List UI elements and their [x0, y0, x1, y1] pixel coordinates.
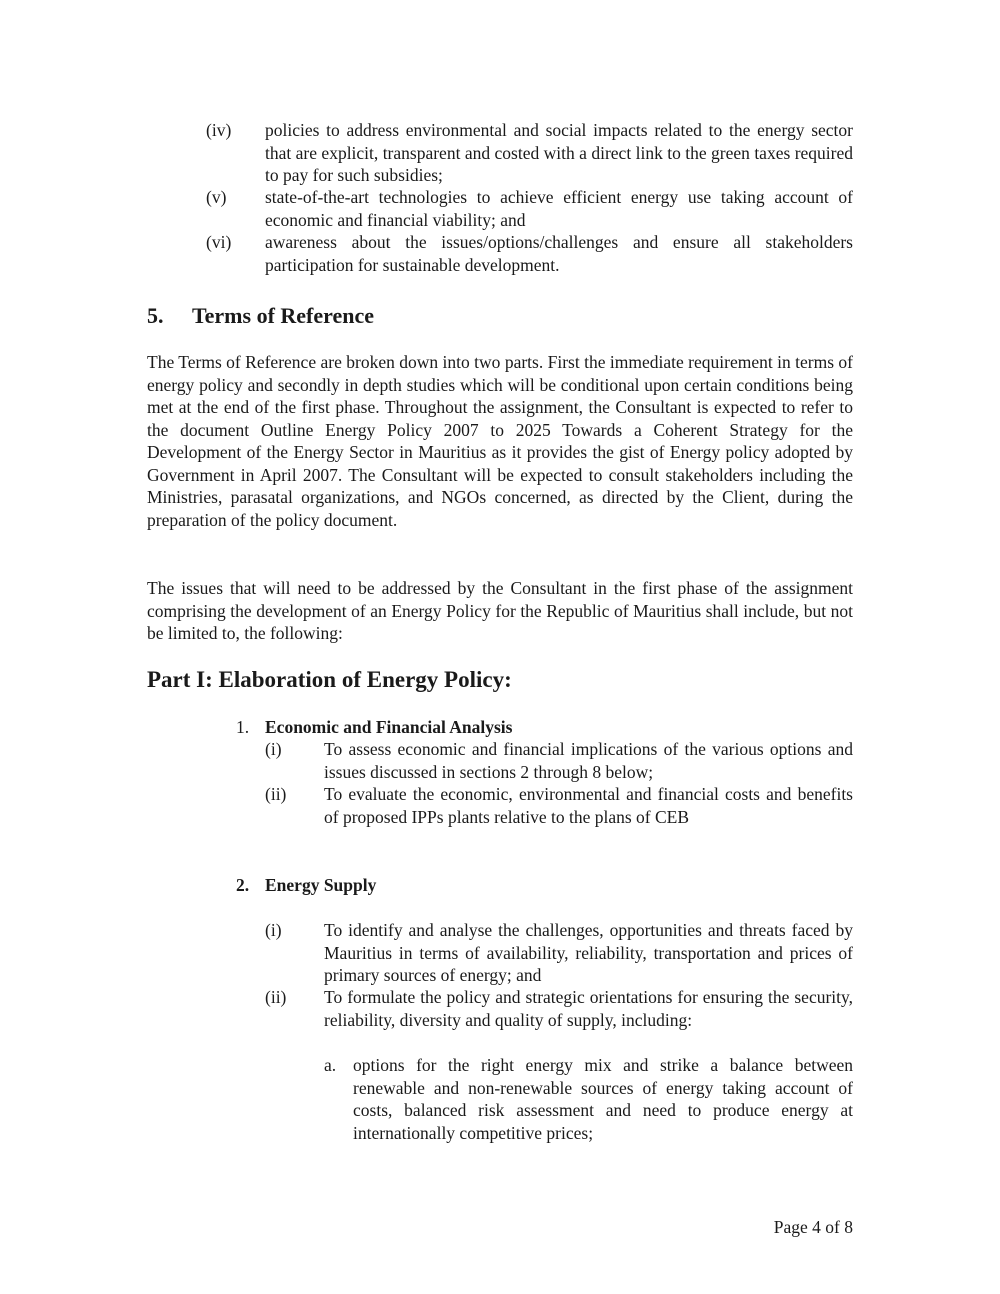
list-item-text: policies to address environmental and social impacts related to the energy sector that are explicit, transparent and costed with a direct link to the green taxes required to pay for such subsidies;: [265, 120, 853, 185]
part-heading: Part I: Elaboration of Energy Policy:: [147, 667, 512, 692]
sub-marker: (i): [265, 920, 282, 940]
subsub-marker: a.: [324, 1055, 337, 1075]
sub-item-text: To identify and analyse the challenges, opportunities and threats faced by Mauritius in terms of availability, reliability, transportation and prices of primary sources of energy; and: [324, 920, 853, 985]
paragraph: The issues that will need to be addressed by the Consultant in the first phase of the assignment comprising the development of an Energy Policy for the Republic of Mauritius shall include, but not be limited to, the following:: [147, 578, 853, 643]
sub-item-text: To formulate the policy and strategic orientations for ensuring the security, reliability, diversity and quality of supply, including:: [324, 987, 853, 1030]
section-title: Terms of Reference: [192, 303, 375, 328]
sub-marker: (ii): [265, 784, 287, 804]
list-item-text: awareness about the issues/options/challenges and ensure all stakeholders participation for sustainable development.: [265, 232, 853, 275]
page-number: Page 4 of 8: [773, 1217, 853, 1237]
sub-marker: (ii): [265, 987, 287, 1007]
item-title: Energy Supply: [265, 875, 377, 895]
list-marker: (vi): [206, 232, 232, 252]
sub-marker: (i): [265, 739, 282, 759]
item-number: 1.: [236, 717, 250, 737]
item-title: Economic and Financial Analysis: [265, 717, 513, 737]
item-number: 2.: [236, 875, 250, 895]
subsub-item-text: options for the right energy mix and strike a balance between renewable and non-renewable sources of energy taking account of costs, balanced risk assessment and need to produce energy at internationally competitive prices;: [353, 1055, 853, 1143]
section-number: 5.: [147, 303, 164, 328]
list-marker: (iv): [206, 120, 232, 140]
paragraph: The Terms of Reference are broken down into two parts. First the immediate requirement in terms of energy policy and secondly in depth studies which will be conditional upon certain conditions being met at the end of the first phase. Throughout the assignment, the Consultant is expected to refer to the document Outline Energy Policy 2007 to 2025 Towards a Coherent Strategy for the Development of the Energy Sector in Mauritius as it provides the gist of Energy policy adopted by Government in April 2007. The Consultant will be expected to consult stakeholders including the Ministries, parasatal organizations, and NGOs concerned, as directed by the Client, during the preparation of the policy document.: [147, 352, 853, 530]
sub-item-text: To evaluate the economic, environmental and financial costs and benefits of proposed IPPs plants relative to the plans of CEB: [324, 784, 853, 827]
sub-item-text: To assess economic and financial implications of the various options and issues discussed in sections 2 through 8 below;: [324, 739, 853, 782]
list-marker: (v): [206, 187, 227, 207]
list-item-text: state-of-the-art technologies to achieve efficient energy use taking account of economic and financial viability; and: [265, 187, 853, 230]
